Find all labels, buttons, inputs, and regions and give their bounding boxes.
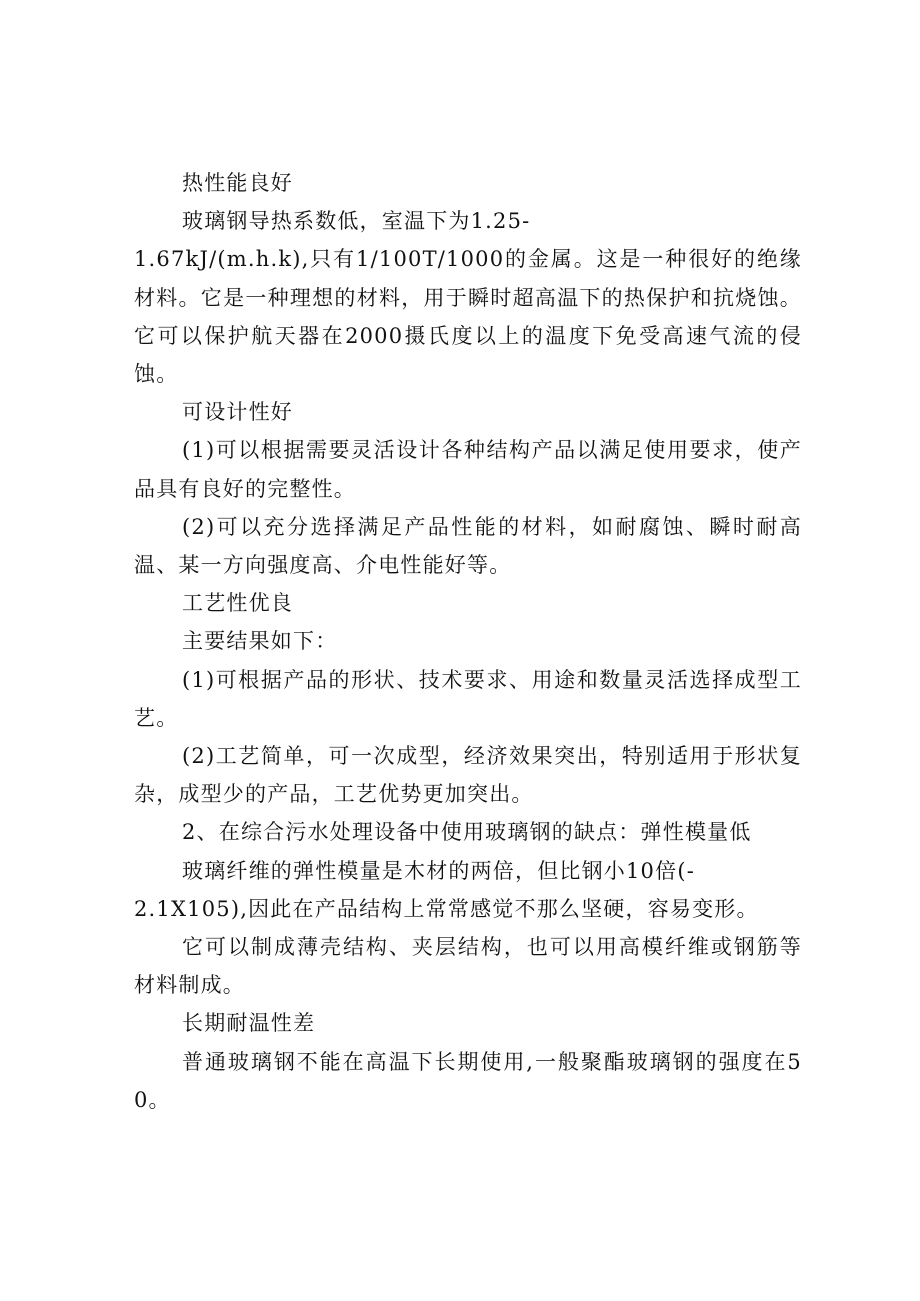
- list-item: (2)可以充分选择满足产品性能的材料，如耐腐蚀、瞬时耐高温、某一方向强度高、介电性能好等。: [134, 514, 802, 578]
- section-heading-process: 工艺性优良: [182, 591, 293, 616]
- list-item: (2)工艺简单，可一次成型，经济效果突出，特别适用于形状复杂，成型少的产品，工艺优势更加突出。: [134, 744, 802, 807]
- paragraph: 1.67kJ/(m.h.k),只有1/100T/1000的金属。这是一种很好的绝缘材料。它是一种理想的材料，用于瞬时超高温下的热保护和抗烧蚀。它可以保护航天器在2000摄氏度以上的温度下免受高速气流的侵蚀。: [134, 247, 802, 387]
- paragraph: 玻璃钢导热系数低，室温下为1.25-: [182, 209, 531, 234]
- list-item: (1)可根据产品的形状、技术要求、用途和数量灵活选择成型工艺。: [134, 667, 802, 730]
- section-heading-temperature: 长期耐温性差: [182, 1011, 316, 1036]
- paragraph: 2.1X105),因此在产品结构上常常感觉不那么坚硬，容易变形。: [134, 896, 759, 921]
- paragraph: 普通玻璃钢不能在高温下长期使用,一般聚酯玻璃钢的强度在50。: [134, 1049, 802, 1112]
- section-heading-thermal: 热性能良好: [182, 171, 293, 195]
- paragraph: 主要结果如下：: [182, 629, 338, 654]
- document-body: [134, 164, 802, 1119]
- section-heading-designability: 可设计性好: [182, 400, 293, 425]
- paragraph: 玻璃纤维的弹性模量是木材的两倍，但比钢小10倍(-: [182, 858, 696, 883]
- list-item: (1)可以根据需要灵活设计各种结构产品以满足使用要求，使产品具有良好的完整性。: [134, 438, 802, 501]
- section-heading-disadvantages: 2、在综合污水处理设备中使用玻璃钢的缺点：弹性模量低: [182, 820, 752, 845]
- paragraph: 它可以制成薄壳结构、夹层结构，也可以用高模纤维或钢筋等材料制成。: [134, 935, 802, 998]
